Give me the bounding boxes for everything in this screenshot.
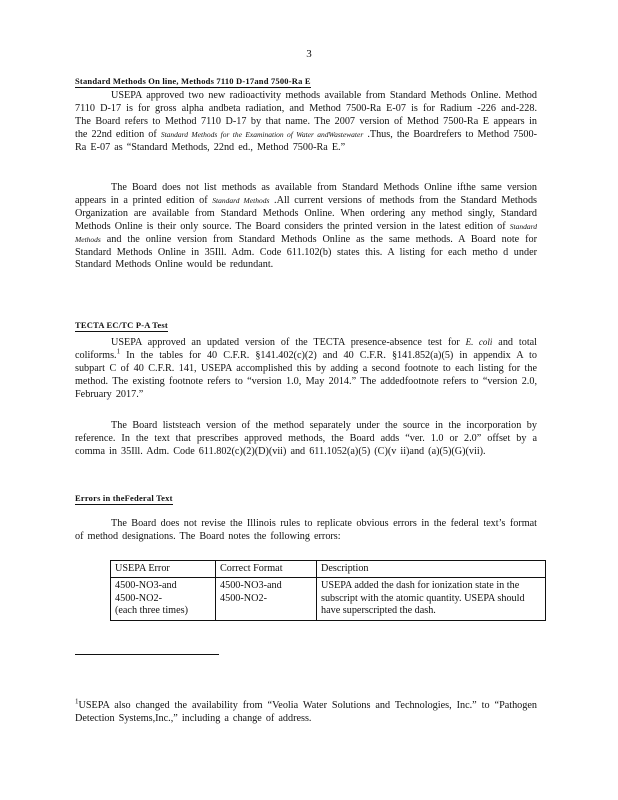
paragraph-text: USEPA approved an updated version of the TECTA presence-absence test for xyxy=(111,337,466,348)
cell-correct-format xyxy=(216,578,317,620)
error-line: 4500-NO2- xyxy=(115,592,162,604)
column-header-error: USEPA Error xyxy=(111,561,216,578)
paragraph-text: and total coliforms. xyxy=(75,337,537,361)
footnote-ref: 1 xyxy=(116,347,121,356)
cell-usepa-error xyxy=(111,578,216,620)
paragraph-errors-intro xyxy=(75,518,537,544)
paragraph-text: and the online version from Standard Methods Online as the same methods. A Board note for Standard Methods Online in 35Ill. Adm. Code 611.102(b) states this. A listing for each metho d under Standard Methods Online would be redundant. xyxy=(75,233,537,271)
error-line: (each three times) xyxy=(115,605,188,617)
table-row xyxy=(111,578,546,620)
paragraph-tecta-update xyxy=(75,336,537,402)
footnote xyxy=(75,697,537,726)
paragraph-online-listing xyxy=(75,182,537,272)
correct-line: 4500-NO3-and xyxy=(220,580,282,592)
page-number: 3 xyxy=(306,48,312,60)
book-title: Standard Methods for the Examination of Water andWastewater xyxy=(160,129,364,139)
column-header-description: Description xyxy=(317,561,546,578)
paragraph-text: In the tables for 40 C.F.R. §141.402(c)(2) and 40 C.F.R. §141.852(a)(5) in appendix A to subpart C of 40 C.F.R. 141, USEPA accomplished this by adding a second footnote to each listing for the method. The existing footnote refers to “version 1.0, May 2014.” The addedfootnote refers to “version 2.0, February 2017.” xyxy=(75,349,537,400)
correct-line: 4500-NO2- xyxy=(220,592,267,604)
paragraph-text: The Board does not list methods as available from Standard Methods Online ifthe same version appears in a printed edition of xyxy=(75,182,537,206)
error-line: 4500-NO3-and xyxy=(115,580,177,592)
paragraph-text: .Thus, the Boardrefers to Method 7500-Ra E-07 as “Standard Methods, 22nd ed., Method 7500-Ra E.” xyxy=(75,128,537,153)
paragraph-text: The Board liststeach version of the method separately under the source in the incorporation by reference. In the text that prescribes approved methods, the Board adds “ver. 1.0 or 2.0” offset by a comma in 35Ill. Adm. Code 611.802(c)(2)(D)(vii) and 611.1052(a)(5) (C)(v ii)and (a)(5)(G)(vii). xyxy=(75,420,537,457)
organism-name: E. coli xyxy=(465,337,493,347)
paragraph-text: The Board does not revise the Illinois rules to replicate obvious errors in the federal text’s format of method designations. The Board notes the following errors: xyxy=(75,518,537,542)
table-header-row xyxy=(111,561,546,578)
paragraph-text: .All current versions of methods from the Standard Methods Organization are available from Standard Methods Online. When ordering any method singly, Standard Methods Online is their only source. The Board considers the printed version in the latest edition of xyxy=(75,194,538,232)
paragraph-radioactivity-methods xyxy=(75,90,537,155)
paragraph-text: USEPA approved two new radioactivity methods available from Standard Methods Online. Method 7110 D-17 is for gross alpha andbeta radiation, and Method 7500-Ra E-07 is for Radium -226 and-228. The Board refers to Method 7110 D-17 by that name. The 2007 version of Method 7500-Ra E appears in the 22nd edition of xyxy=(75,90,537,140)
section-heading-tecta: TECTA EC/TC P-A Test xyxy=(75,320,168,330)
footnote-divider xyxy=(75,654,219,655)
paragraph-tecta-listing xyxy=(75,420,537,459)
cell-description xyxy=(317,578,546,620)
section-heading-standard-methods: Standard Methods On line, Methods 7110 D-17and 7500-Ra E xyxy=(75,76,311,86)
section-heading-errors: Errors in theFederal Text xyxy=(75,493,173,503)
footnote-marker: 1 xyxy=(75,697,79,706)
footnote-text: USEPA also changed the availability from “Veolia Water Solutions and Technologies, Inc.” to “Pathogen Detection Systems,Inc.,” including a change of address. xyxy=(75,700,537,724)
book-title: Standard Methods xyxy=(75,221,537,244)
description-text: USEPA added the dash for ionization state in the subscript with the atomic quantity. USEPA should have superscripted the dash. xyxy=(321,580,525,617)
errors-table xyxy=(110,560,546,621)
book-title: Standard Methods xyxy=(212,195,270,205)
column-header-correct: Correct Format xyxy=(216,561,317,578)
